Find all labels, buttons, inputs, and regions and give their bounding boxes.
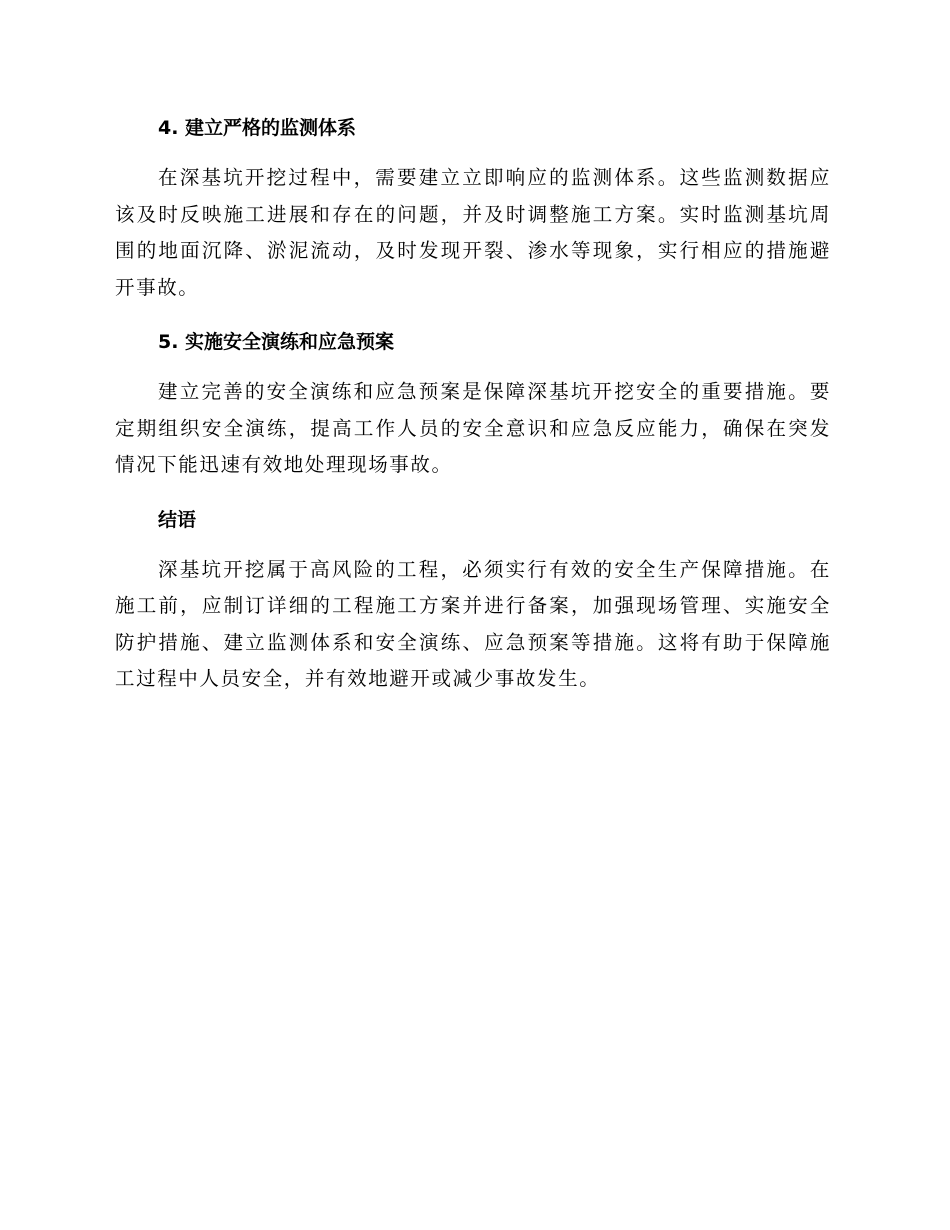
section-paragraph-conclusion: 深基坑开挖属于高风险的工程，必须实行有效的安全生产保障措施。在施工前，应制订详细的工程施工方案并进行备案，加强现场管理、实施安全防护措施、建立监测体系和安全演练、应急预案等措施。这将有助于保障施工过程中人员安全，并有效地避开或减少事故发生。 [115,557,831,690]
document-body [115,110,831,716]
section-paragraph-drills: 建立完善的安全演练和应急预案是保障深基坑开挖安全的重要措施。要定期组织安全演练，提高工作人员的安全意识和应急反应能力，确保在突发情况下能迅速有效地处理现场事故。 [115,380,831,476]
section-heading-monitoring: 4. 建立严格的监测体系 [158,117,357,139]
section-paragraph-monitoring: 在深基坑开挖过程中，需要建立立即响应的监测体系。这些监测数据应该及时反映施工进展和存在的问题，并及时调整施工方案。实时监测基坑周围的地面沉降、淤泥流动，及时发现开裂、渗水等现象，实行相应的措施避开事故。 [115,166,831,299]
section-heading-drills: 5. 实施安全演练和应急预案 [158,331,395,353]
section-heading-conclusion: 结语 [158,508,197,531]
